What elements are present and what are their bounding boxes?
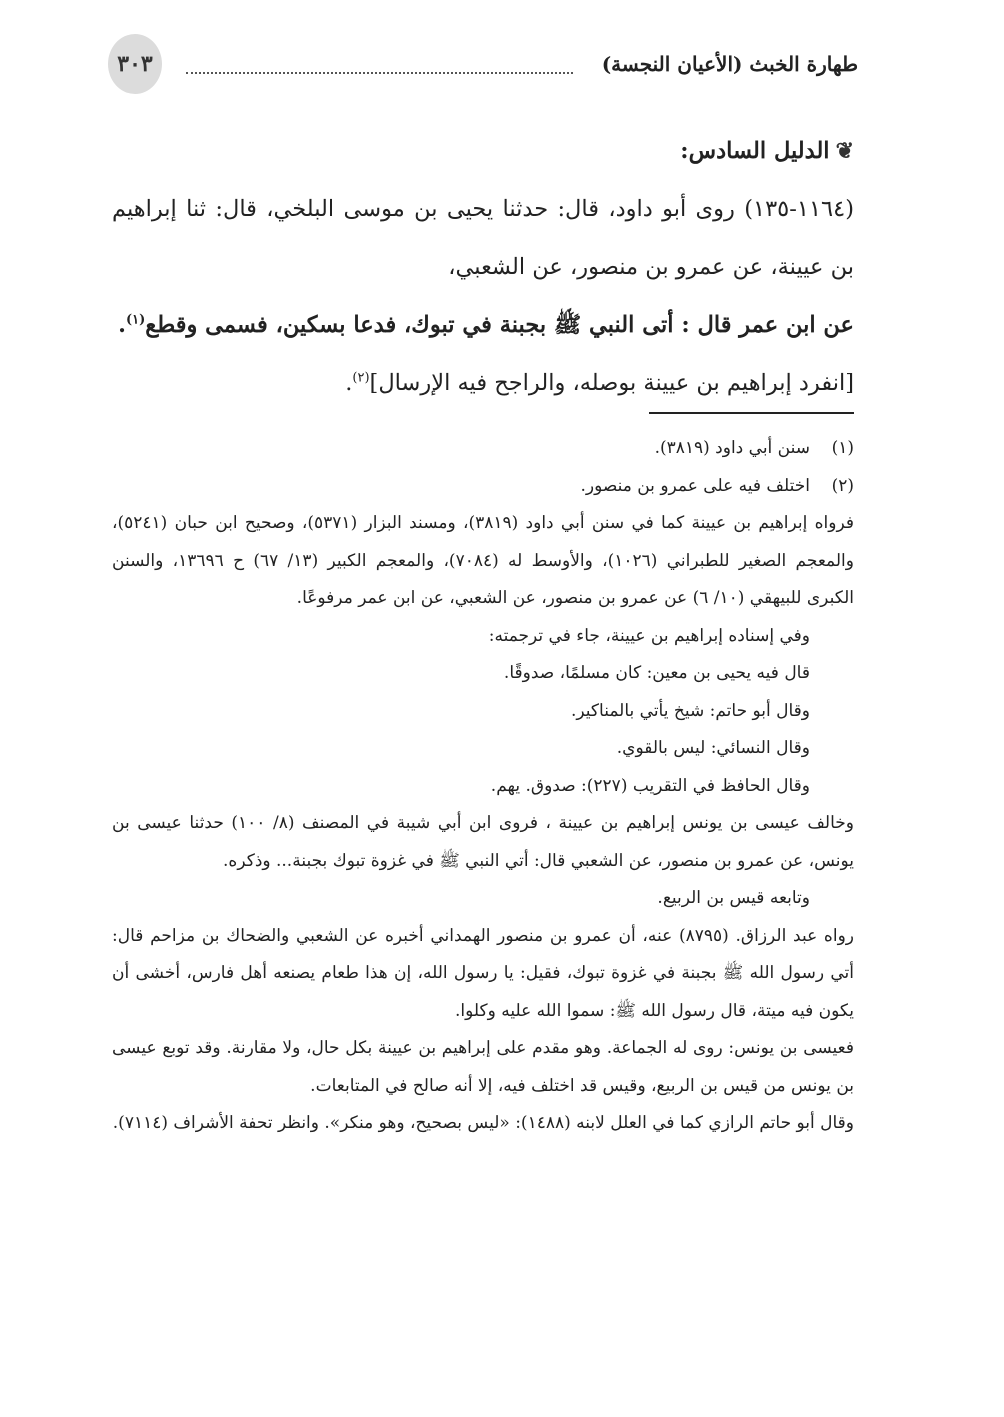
verdict-end: .: [345, 370, 353, 396]
footnote-text: سنن أبي داود (٣٨١٩).: [654, 438, 810, 458]
footnote-text: اختلف فيه على عمرو بن منصور.: [580, 475, 810, 496]
footnote-ref-1: (١): [125, 312, 146, 328]
footnote-paragraph: وقال أبو حاتم: شيخ يأتي بالمناكير.: [571, 700, 810, 721]
hadith-text-line: [112, 296, 854, 354]
footnote-number: (١): [831, 438, 854, 458]
verdict-line: [112, 354, 854, 412]
page-number: ٣٠٣: [108, 34, 162, 94]
section-heading: الدليل السادس:: [680, 138, 830, 164]
main-text: [112, 122, 854, 412]
section-heading-line: [112, 122, 854, 180]
leaf-bullet-icon: ❦: [835, 138, 854, 164]
verdict-text: [انفرد إبراهيم بن عيينة بوصله، والراجح فيه الإرسال]: [369, 370, 854, 396]
header-dotted-rule: [186, 72, 573, 74]
hadith-chain: (١١٦٤-١٣٥) روى أبو داود، قال: حدثنا يحيى بن موسى البلخي، قال: ثنا إبراهيم بن عيينة، عن عمرو بن منصور، عن الشعبي،: [112, 196, 854, 280]
footnote-paragraph: وقال أبو حاتم الرازي كما في العلل لابنه (١٤٨٨): «ليس بصحيح، وهو منكر». وانظر تحفة الأشراف (٧١١٤).: [112, 1113, 854, 1133]
footnote-paragraph: فرواه إبراهيم بن عيينة كما في سنن أبي داود (٣٨١٩)، ومسند البزار (٥٣٧١)، وصحيح ابن حبان (٥٢٤١)، والمعجم الصغير للطبراني (١٠٢٦)، والأوسط له (٧٠٨٤)، والمعجم الكبير (١٣/ ٦٧) ح ١٣٦٩٦، والسنن الكبرى للبيهقي (١٠/ ٦) عن عمرو بن منصور، عن الشعبي، عن ابن عمر مرفوعًا.: [112, 513, 854, 608]
footnote-ref-2: (٢): [352, 370, 370, 386]
footnote-paragraph: وفي إسناده إبراهيم بن عيينة، جاء في ترجمته:: [488, 625, 810, 646]
footnote-1: [112, 430, 854, 468]
page-header: [108, 34, 858, 94]
footnote-paragraph: فعيسى بن يونس: روى له الجماعة. وهو مقدم على إبراهيم بن عيينة بكل حال، ولا مقارنة. وقد توبع عيسى بن يونس من قيس بن الربيع، وقيس قد اختلف فيه، إلا أنه صالح في المتابعات.: [112, 1038, 854, 1096]
hadith-end: .: [118, 312, 126, 338]
footnote-paragraph: وتابعه قيس بن الربيع.: [657, 888, 810, 908]
hadith-text: عن ابن عمر قال : أتى النبي ﷺ بجبنة في تبوك، فدعا بسكين، فسمى وقطع: [145, 312, 854, 338]
footnote-2: [112, 468, 854, 506]
footnote-paragraph: وقال النسائي: ليس بالقوي.: [616, 738, 810, 758]
footnote-paragraph: وخالف عيسى بن يونس إبراهيم بن عيينة ، فروى ابن أبي شيبة في المصنف (٨/ ١٠٠) حدثنا عيسى بن يونس، عن عمرو بن منصور، عن الشعبي قال: أتي النبي ﷺ في غزوة تبوك بجبنة... وذكره.: [112, 813, 854, 871]
footnote-paragraph: قال فيه يحيى بن معين: كان مسلمًا، صدوقًا.: [503, 663, 810, 683]
footnote-separator: [649, 412, 854, 414]
footnotes: [112, 430, 854, 1143]
footnote-paragraph: رواه عبد الرزاق. (٨٧٩٥) عنه، أن عمرو بن منصور الهمداني أخبره عن الشعبي والضحاك بن مزاحم قال: أتي رسول الله ﷺ بجبنة في غزوة تبوك، فقيل: يا رسول الله، إن هذا طعام يصنعه أهل فارس، أخشى أن يكون فيه ميتة، قال رسول الله ﷺ: سموا الله عليه وكلوا.: [112, 925, 854, 1021]
footnote-number: (٢): [831, 475, 854, 496]
footnote-paragraph: وقال الحافظ في التقريب (٢٢٧): صدوق. يهم.: [490, 775, 810, 796]
running-title: طهارة الخبث (الأعيان النجسة): [601, 52, 858, 76]
